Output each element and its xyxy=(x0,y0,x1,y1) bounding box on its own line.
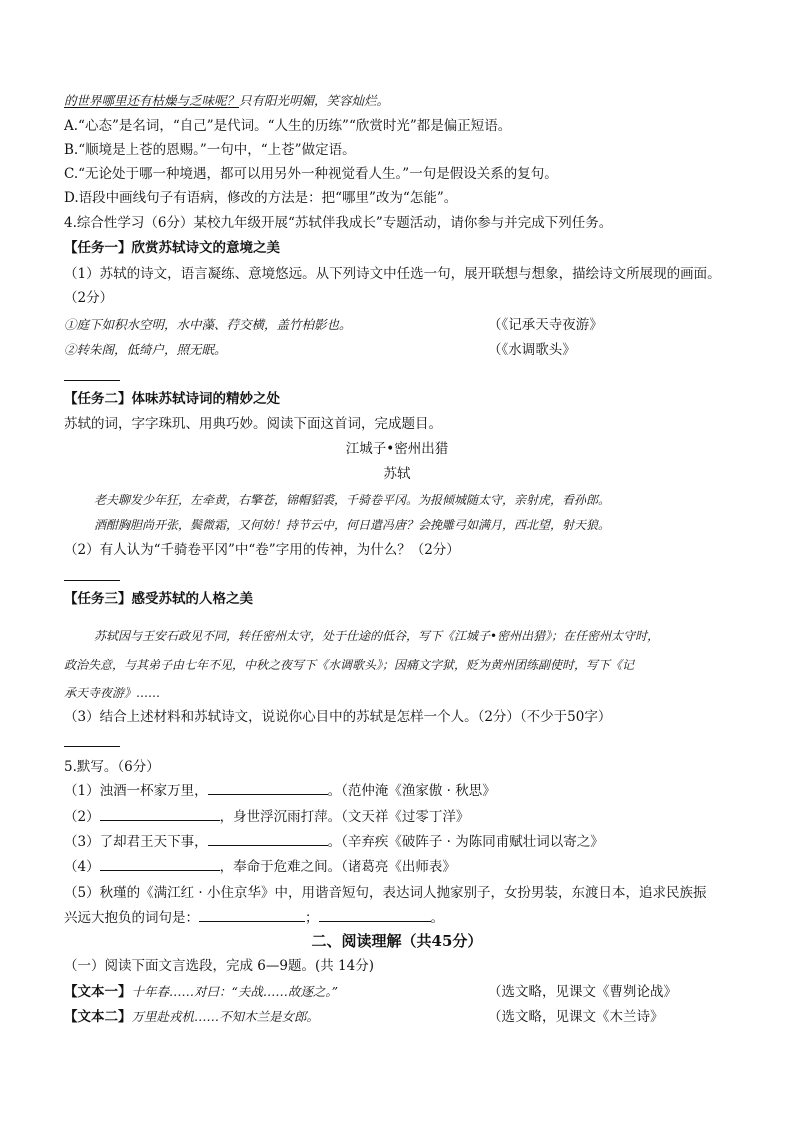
q5-line-4-prefix: （4） xyxy=(64,859,100,875)
q5-line-4 xyxy=(64,858,456,876)
q5-line-1 xyxy=(64,782,496,800)
task1-question-line2: （2分） xyxy=(64,290,114,306)
text-1-label: 【文本一】 xyxy=(64,984,132,1000)
section-2-title: 二、阅读理解（共45分） xyxy=(311,932,483,950)
q5-line-3-source: 。（辛弃疾《破阵子 · 为陈同甫赋壮词以寄之》 xyxy=(327,834,604,850)
q5-line-2-prefix: （2） xyxy=(64,809,100,825)
text-1-body: 十年春……对曰：“夫战……故逐之。” xyxy=(131,984,339,999)
task2-intro: 苏轼的词，字字珠玑、用典巧妙。阅读下面这首词，完成题目。 xyxy=(64,416,442,432)
q5-line-5-prompt: 兴远大抱负的词句是： xyxy=(64,910,199,926)
q5-blank-5b[interactable] xyxy=(319,909,431,922)
poem-stanza-2: 酒酣胸胆尚开张，鬓微霜，又何妨！持节云中，何日遣冯唐？会挽雕弓如满月，西北望，射天狼。 xyxy=(94,518,611,532)
q5-line-3 xyxy=(64,833,604,851)
poem-option-2: ②转朱阁，低绮户，照无眠。 xyxy=(64,342,227,357)
task1-question-line1: （1）苏轼的诗文，语言凝练、意境悠远。从下列诗文中任选一句，展开联想与想象，描绘诗文所展现的画面。 xyxy=(64,266,721,282)
poem-option-2-source: （《水调歌头》 xyxy=(488,342,576,358)
section-2-subtitle: （一）阅读下面文言选段，完成 6—9题。(共 14分) xyxy=(64,958,374,974)
answer-line-task1 xyxy=(64,380,120,381)
text-1-source: （选文略，见课文《曹刿论战》 xyxy=(488,984,677,1000)
task2-question: （2）有人认为“千骑卷平冈”中“卷”字用的传神，为什么？（2分） xyxy=(64,542,460,558)
poem-option-1-source: （《记承天寺夜游》 xyxy=(488,317,603,333)
q5-blank-2[interactable] xyxy=(100,808,220,821)
q4-intro: 4.综合性学习（6分）某校九年级开展“苏轼伴我成长”专题活动，请你参与并完成下列任务。 xyxy=(64,215,613,231)
q5-line-2-rest: ，身世浮沉雨打萍。（文天祥《过零丁洋》 xyxy=(219,809,470,825)
q5-line-5-part1: （5）秋瑾的《满江红 · 小住京华》中，用谐音短句，表达词人抛家别子，女扮男装，东渡日本，追求民族振 xyxy=(64,885,707,901)
task3-material-line2: 政治失意，与其弟子由七年不见，中秋之夜写下《水调歌头》；因痛文字狱，贬为黄州团练副使时，写下《记 xyxy=(64,658,635,672)
task3-title: 【任务三】感受苏轼的人格之美 xyxy=(64,591,253,607)
q5-blank-3[interactable] xyxy=(208,833,328,846)
text-2-line xyxy=(64,1008,319,1026)
answer-line-task3 xyxy=(64,746,120,747)
q5-line-1-prompt: （1）浊酒一杯家万里， xyxy=(64,783,208,799)
poem-stanza-1: 老夫聊发少年狂，左牵黄，右擎苍，锦帽貂裘，千骑卷平冈。为报倾城随太守，亲射虎，看孙郎。 xyxy=(94,493,611,507)
q5-line-3-prompt: （3）了却君王天下事， xyxy=(64,834,208,850)
task1-title: 【任务一】欣赏苏轼诗文的意境之美 xyxy=(64,240,280,256)
poem-option-1: ①庭下如积水空明，水中藻、荇交横，盖竹柏影也。 xyxy=(64,317,352,332)
q5-line-1-source: 。（范仲淹《渔家傲 · 秋思》 xyxy=(327,783,496,799)
q5-blank-1[interactable] xyxy=(208,782,328,795)
poem-author: 苏轼 xyxy=(383,466,411,482)
q3-option-c: C.“无论处于哪一种境遇，都可以用另外一种视觉看人生。”一句是假设关系的复句。 xyxy=(64,166,558,182)
q3-option-a: A.“心态”是名词，“自己”是代词。“人生的历练”“欣赏时光”都是偏正短语。 xyxy=(64,118,512,134)
q3-underlined-sentence: 的世界哪里还有枯燥与乏味呢？ xyxy=(64,93,240,108)
q5-blank-4[interactable] xyxy=(100,858,220,871)
answer-line-task2 xyxy=(64,580,120,581)
task3-material-line3: 承天寺夜游》…… xyxy=(64,686,161,700)
task3-question: （3）结合上述材料和苏轼诗文，说说你心目中的苏轼是怎样一个人。（2分）（不少于50字） xyxy=(64,709,612,725)
task2-title: 【任务二】体味苏轼诗词的精妙之处 xyxy=(64,391,280,407)
task3-material-line1: 苏轼因与王安石政见不同，转任密州太守，处于仕途的低谷，写下《江城子•密州出猎》；在任密州太守时， xyxy=(94,629,660,643)
text-1-line xyxy=(64,983,338,1001)
q5-line-5-part2 xyxy=(64,909,444,927)
poem-title: 江城子•密州出猎 xyxy=(345,441,449,457)
q5-line-5-separator: ； xyxy=(305,910,319,926)
q3-stem-line xyxy=(64,92,389,110)
text-2-source: （选文略，见课文《木兰诗》 xyxy=(488,1009,664,1025)
q5-line-4-rest: ，奉命于危难之间。（诸葛亮《出师表》 xyxy=(219,859,456,875)
q5-title: 5.默写。（6分） xyxy=(64,759,160,775)
text-2-label: 【文本二】 xyxy=(64,1009,132,1025)
q3-stem-rest: 只有阳光明媚，笑容灿烂。 xyxy=(239,93,390,108)
q5-blank-5a[interactable] xyxy=(199,909,305,922)
text-2-body: 万里赴戎机……不知木兰是女郎。 xyxy=(131,1009,320,1024)
q3-option-d: D.语段中画线句子有语病，修改的方法是：把“哪里”改为“怎能”。 xyxy=(64,190,458,206)
q3-option-b: B.“顺境是上苍的恩赐。”一句中，“上苍”做定语。 xyxy=(64,142,356,158)
q5-line-5-end: 。 xyxy=(430,910,444,926)
q5-line-2 xyxy=(64,808,469,826)
